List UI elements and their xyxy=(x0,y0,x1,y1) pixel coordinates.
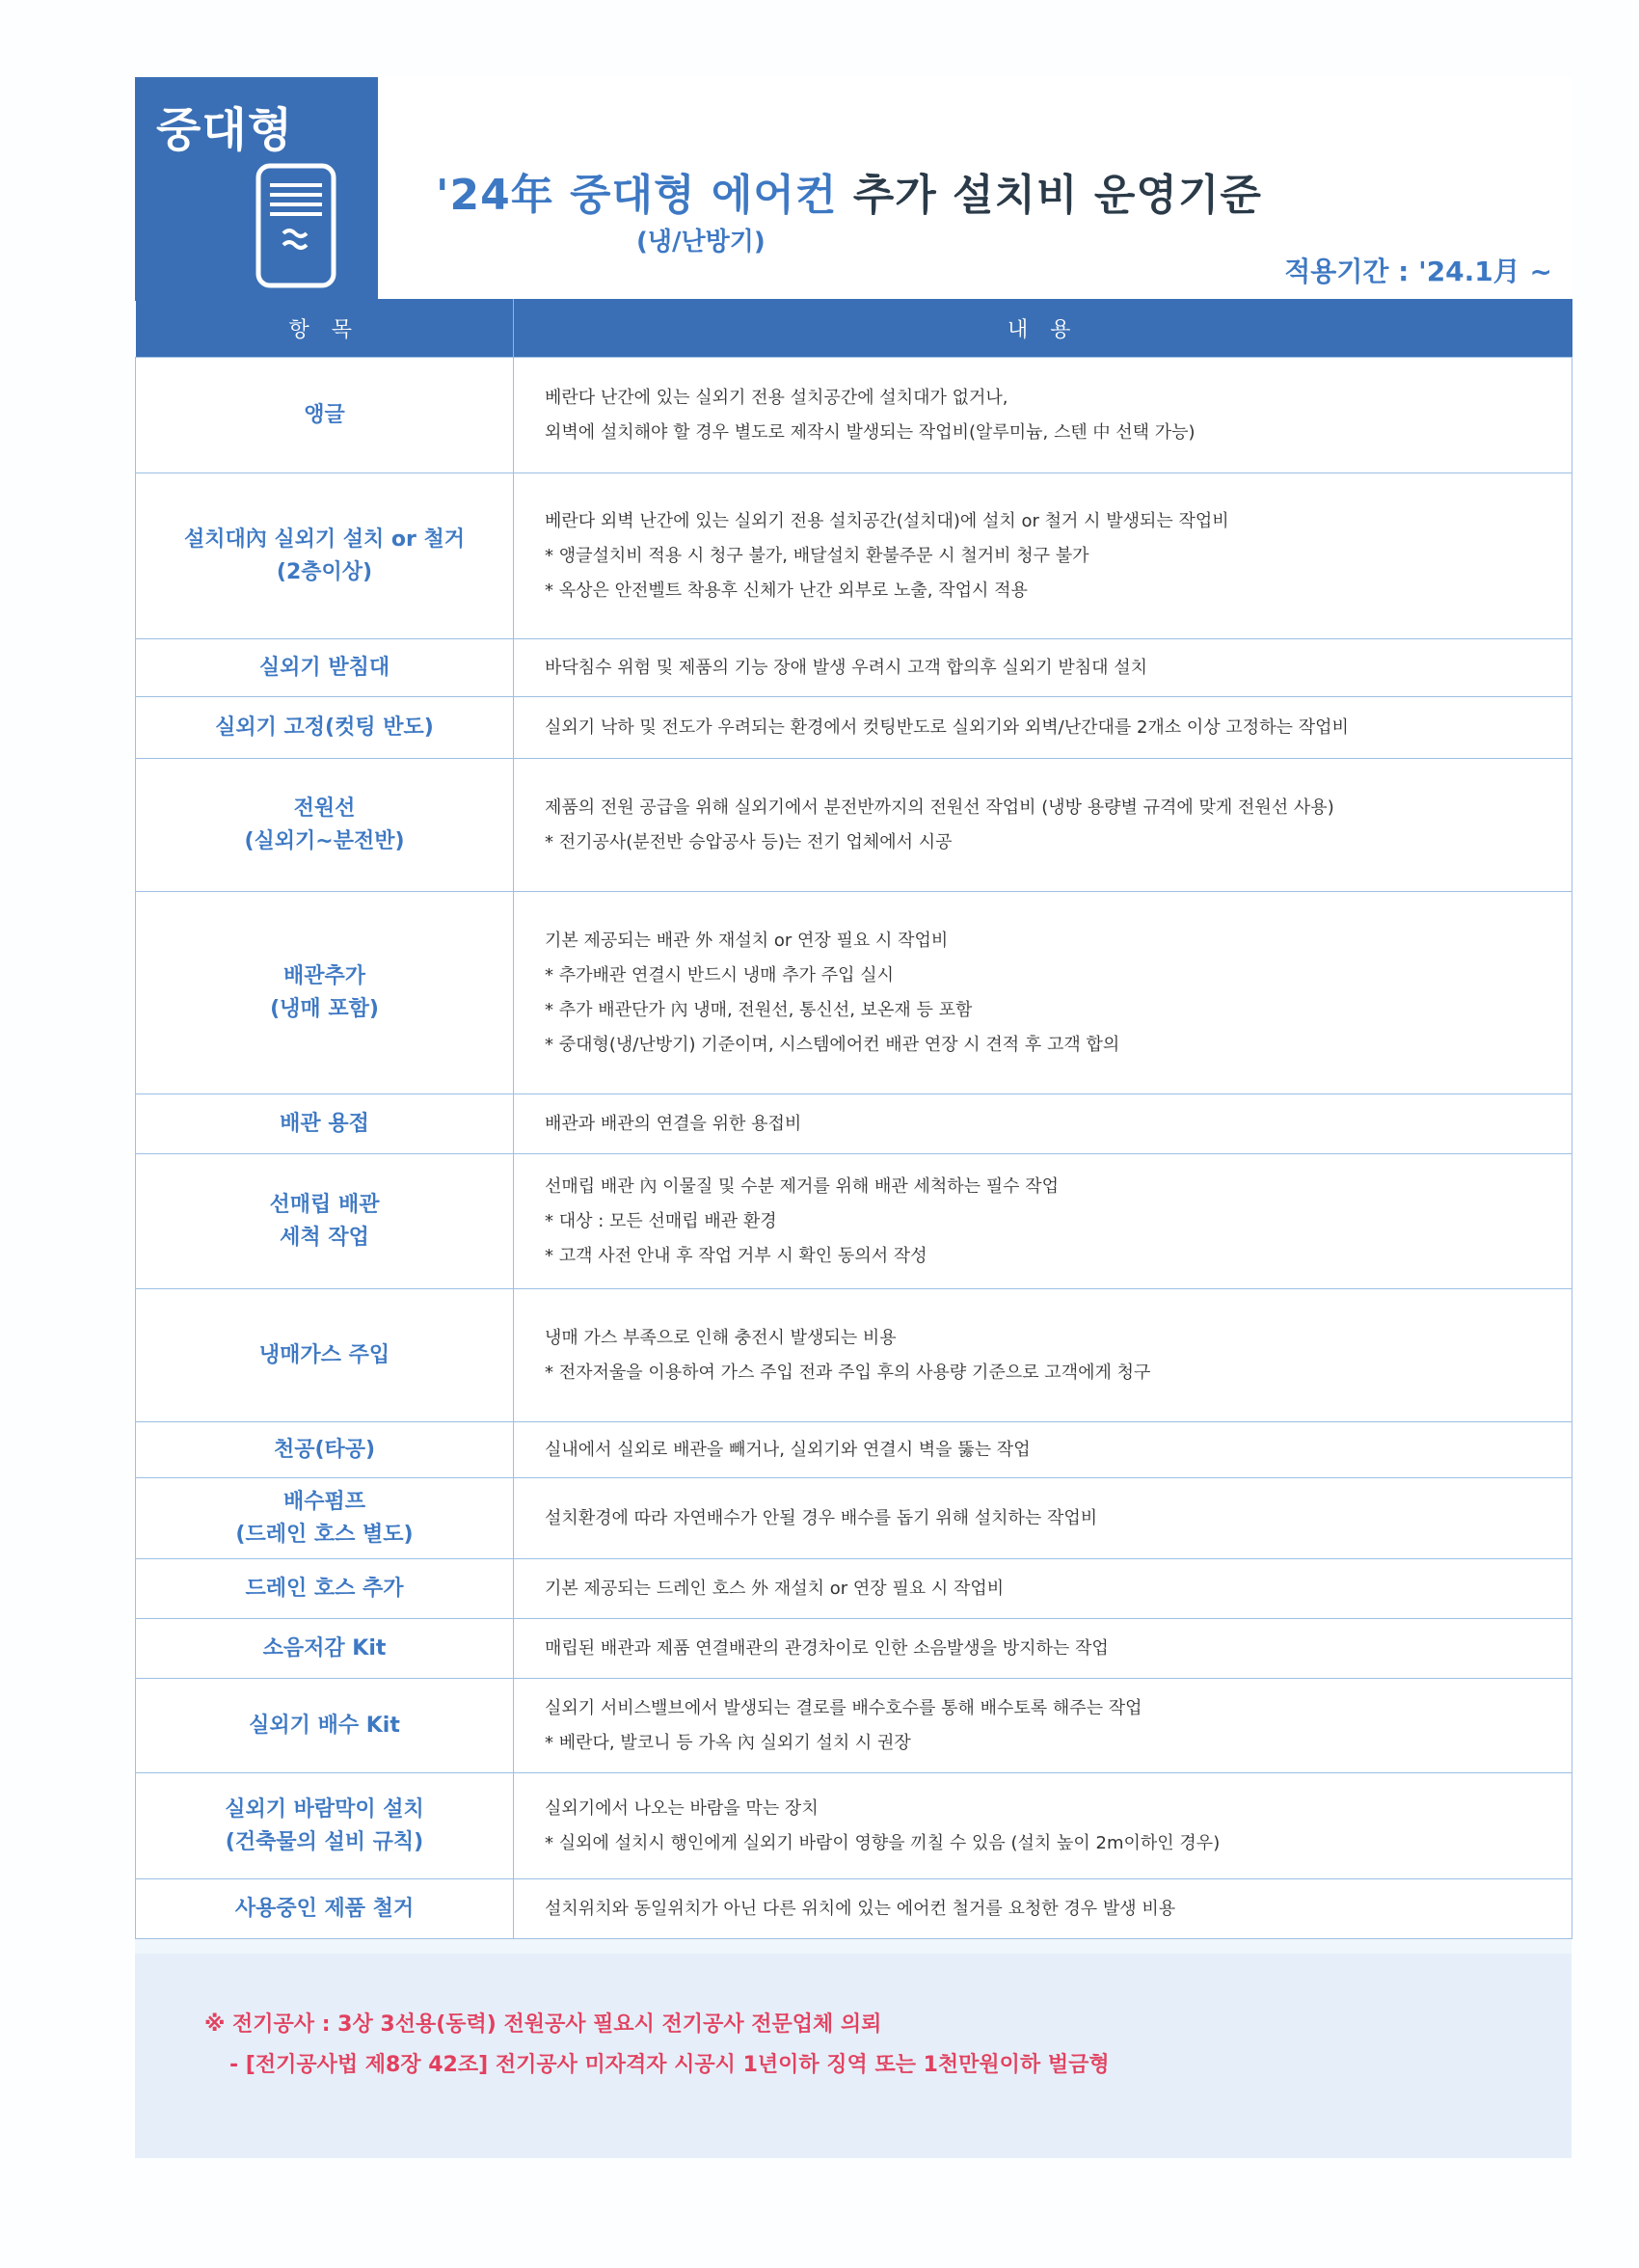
row-item xyxy=(136,1478,514,1559)
row-item-line: 배관추가 xyxy=(282,963,365,988)
row-content xyxy=(514,1289,1572,1422)
row-item-line: 실외기 바람막이 설치 xyxy=(225,1796,424,1822)
row-item-line: 실외기 받침대 xyxy=(258,655,390,680)
table-row xyxy=(136,1679,1572,1773)
table-row xyxy=(136,1559,1572,1619)
row-item xyxy=(136,1422,514,1478)
row-item-line: (건축물의 설비 규칙) xyxy=(225,1829,424,1854)
row-content-line: 베란다 난간에 있는 실외기 전용 설치공간에 설치대가 없거나, xyxy=(545,387,1008,408)
row-item-line: 사용중인 제품 철거 xyxy=(234,1896,415,1921)
row-content xyxy=(514,1154,1572,1289)
row-item xyxy=(136,759,514,892)
row-content-line: 바닥침수 위험 및 제품의 기능 장애 발생 우려시 고객 합의후 실외기 받침대 설치 xyxy=(545,657,1148,678)
row-content-line: * 실외에 설치시 행인에게 실외기 바람이 영향을 끼칠 수 있음 (설치 높이 2m이하인 경우) xyxy=(545,1832,1221,1853)
table-row xyxy=(136,1094,1572,1154)
table-row xyxy=(136,1154,1572,1289)
row-content-line: 실내에서 실외로 배관을 빼거나, 실외기와 연결시 벽을 뚫는 작업 xyxy=(545,1439,1031,1460)
row-content xyxy=(514,358,1572,473)
row-content xyxy=(514,1478,1572,1559)
application-period: 적용기간 : '24.1月 ~ xyxy=(1284,256,1552,287)
row-content-line: 선매립 배관 內 이물질 및 수분 제거를 위해 배관 세척하는 필수 작업 xyxy=(545,1175,1060,1197)
row-item-line: 전원선 xyxy=(293,796,356,821)
badge-label: 중대형 xyxy=(156,103,294,157)
row-item xyxy=(136,639,514,697)
row-item-line: 냉매가스 주입 xyxy=(258,1342,390,1367)
row-item-line: 드레인 호스 추가 xyxy=(245,1576,404,1601)
row-item-line: 배관 용접 xyxy=(280,1111,369,1136)
row-content-line: * 추가배관 연결시 반드시 냉매 추가 주입 실시 xyxy=(545,964,895,986)
title-part1: '24年 중대형 에어컨 xyxy=(436,171,838,220)
row-item-line: (드레인 호스 별도) xyxy=(235,1522,414,1547)
row-content xyxy=(514,473,1572,639)
header-content: 내 용 xyxy=(514,299,1572,358)
row-content-line: 기본 제공되는 드레인 호스 外 재설치 or 연장 필요 시 작업비 xyxy=(545,1578,1005,1599)
table-header-row xyxy=(136,299,1572,358)
row-item xyxy=(136,1154,514,1289)
row-item xyxy=(136,1559,514,1619)
row-content-line: 실외기 낙하 및 전도가 우려되는 환경에서 컷팅반도로 실외기와 외벽/난간대를 2개소 이상 고정하는 작업비 xyxy=(545,716,1349,738)
row-item-line: 앵글 xyxy=(304,402,345,427)
row-content-line: 설치환경에 따라 자연배수가 안될 경우 배수를 돕기 위해 설치하는 작업비 xyxy=(545,1507,1098,1528)
row-content-line: 제품의 전원 공급을 위해 실외기에서 분전반까지의 전원선 작업비 (냉방 용량별 규격에 맞게 전원선 사용) xyxy=(545,796,1334,818)
row-content xyxy=(514,892,1572,1094)
row-content-line: * 앵글설치비 적용 시 청구 불가, 배달설치 환불주문 시 철거비 청구 불가 xyxy=(545,545,1089,566)
row-item-line: (냉매 포함) xyxy=(270,996,379,1021)
row-item xyxy=(136,1773,514,1879)
row-item-line: (실외기~분전반) xyxy=(244,828,405,853)
row-content-line: 매립된 배관과 제품 연결배관의 관경차이로 인한 소음발생을 방지하는 작업 xyxy=(545,1637,1109,1659)
page-subtitle: (냉/난방기) xyxy=(636,228,766,256)
row-item xyxy=(136,697,514,759)
title-part2: 추가 설치비 운영기준 xyxy=(852,171,1262,220)
row-content xyxy=(514,1773,1572,1879)
row-content xyxy=(514,1094,1572,1154)
row-content-line: * 대상 : 모든 선매립 배관 환경 xyxy=(545,1210,777,1231)
row-item xyxy=(136,1879,514,1939)
row-item-line: 설치대內 실외기 설치 or 철거 xyxy=(183,526,466,552)
row-item xyxy=(136,1679,514,1773)
row-item-line: 선매립 배관 xyxy=(269,1192,380,1217)
table-row xyxy=(136,1773,1572,1879)
table-row xyxy=(136,1478,1572,1559)
row-item-line: 배수펌프 xyxy=(282,1489,365,1514)
row-content xyxy=(514,1422,1572,1478)
title-area xyxy=(378,77,1572,301)
row-content xyxy=(514,1559,1572,1619)
category-badge xyxy=(135,77,378,301)
row-content-line: 실외기에서 나오는 바람을 막는 장치 xyxy=(545,1797,819,1819)
row-content-line: 실외기 서비스밸브에서 발생되는 결로를 배수호수를 통해 배수토록 해주는 작업 xyxy=(545,1697,1142,1718)
row-content-line: 배관과 배관의 연결을 위한 용접비 xyxy=(545,1113,802,1134)
row-item-line: 소음저감 Kit xyxy=(262,1635,387,1660)
row-item xyxy=(136,1619,514,1679)
table-row xyxy=(136,1619,1572,1679)
row-content xyxy=(514,1879,1572,1939)
row-item xyxy=(136,1094,514,1154)
row-content-line: 베란다 외벽 난간에 있는 실외기 전용 설치공간(설치대)에 설치 or 철거 시 발생되는 작업비 xyxy=(545,510,1229,531)
footer-notes xyxy=(135,1954,1572,2158)
row-item xyxy=(136,892,514,1094)
table-row xyxy=(136,892,1572,1094)
row-item xyxy=(136,1289,514,1422)
table-row xyxy=(136,358,1572,473)
table-row xyxy=(136,1879,1572,1939)
row-content-line: * 옥상은 안전벨트 착용후 신체가 난간 외부로 노출, 작업시 적용 xyxy=(545,580,1028,601)
row-content xyxy=(514,1619,1572,1679)
row-item-line: (2층이상) xyxy=(276,559,373,584)
row-content xyxy=(514,759,1572,892)
electrical-work-note: ※ 전기공사 : 3상 3선용(동력) 전원공사 필요시 전기공사 전문업체 의뢰 xyxy=(204,2012,882,2037)
table-row xyxy=(136,759,1572,892)
row-content-line: * 전기공사(분전반 승압공사 등)는 전기 업체에서 시공 xyxy=(545,831,953,852)
table-body xyxy=(136,358,1572,1939)
row-item-line: 실외기 고정(컷팅 반도) xyxy=(215,715,434,740)
row-item-line: 천공(타공) xyxy=(273,1437,376,1462)
row-content xyxy=(514,697,1572,759)
row-content-line: * 베란다, 발코니 등 가옥 內 실외기 설치 시 권장 xyxy=(545,1732,911,1753)
row-content-line: * 전자저울을 이용하여 가스 주입 전과 주입 후의 사용량 기준으로 고객에게 청구 xyxy=(545,1362,1151,1383)
legal-note: - [전기공사법 제8장 42조] 전기공사 미자격자 시공시 1년이하 징역 또는 1천만원이하 벌금형 xyxy=(229,2053,1110,2077)
row-item xyxy=(136,358,514,473)
table-row xyxy=(136,473,1572,639)
table-row xyxy=(136,1422,1572,1478)
table-row xyxy=(136,697,1572,759)
table-row xyxy=(136,639,1572,697)
table-row xyxy=(136,1289,1572,1422)
row-content-line: 기본 제공되는 배관 外 재설치 or 연장 필요 시 작업비 xyxy=(545,930,949,951)
row-item xyxy=(136,473,514,639)
air-conditioner-icon xyxy=(255,162,337,289)
row-content xyxy=(514,1679,1572,1773)
row-content-line: 냉매 가스 부족으로 인해 충전시 발생되는 비용 xyxy=(545,1327,897,1348)
row-content-line: 외벽에 설치해야 할 경우 별도로 제작시 발생되는 작업비(알루미늄, 스텐 中 선택 가능) xyxy=(545,421,1196,443)
row-content-line: 설치위치와 동일위치가 아닌 다른 위치에 있는 에어컨 철거를 요청한 경우 발생 비용 xyxy=(545,1898,1176,1919)
row-content-line: * 추가 배관단가 內 냉매, 전원선, 통신선, 보온재 등 포함 xyxy=(545,999,973,1020)
row-item-line: 실외기 배수 Kit xyxy=(249,1713,400,1738)
standards-table xyxy=(135,299,1572,1939)
page-title xyxy=(436,160,1262,222)
row-content-line: * 고객 사전 안내 후 작업 거부 시 확인 동의서 작성 xyxy=(545,1245,927,1266)
row-content xyxy=(514,639,1572,697)
header-item: 항 목 xyxy=(136,299,514,358)
row-item-line: 세척 작업 xyxy=(280,1225,369,1250)
row-content-line: * 중대형(냉/난방기) 기준이며, 시스템에어컨 배관 연장 시 견적 후 고객 합의 xyxy=(545,1034,1120,1055)
